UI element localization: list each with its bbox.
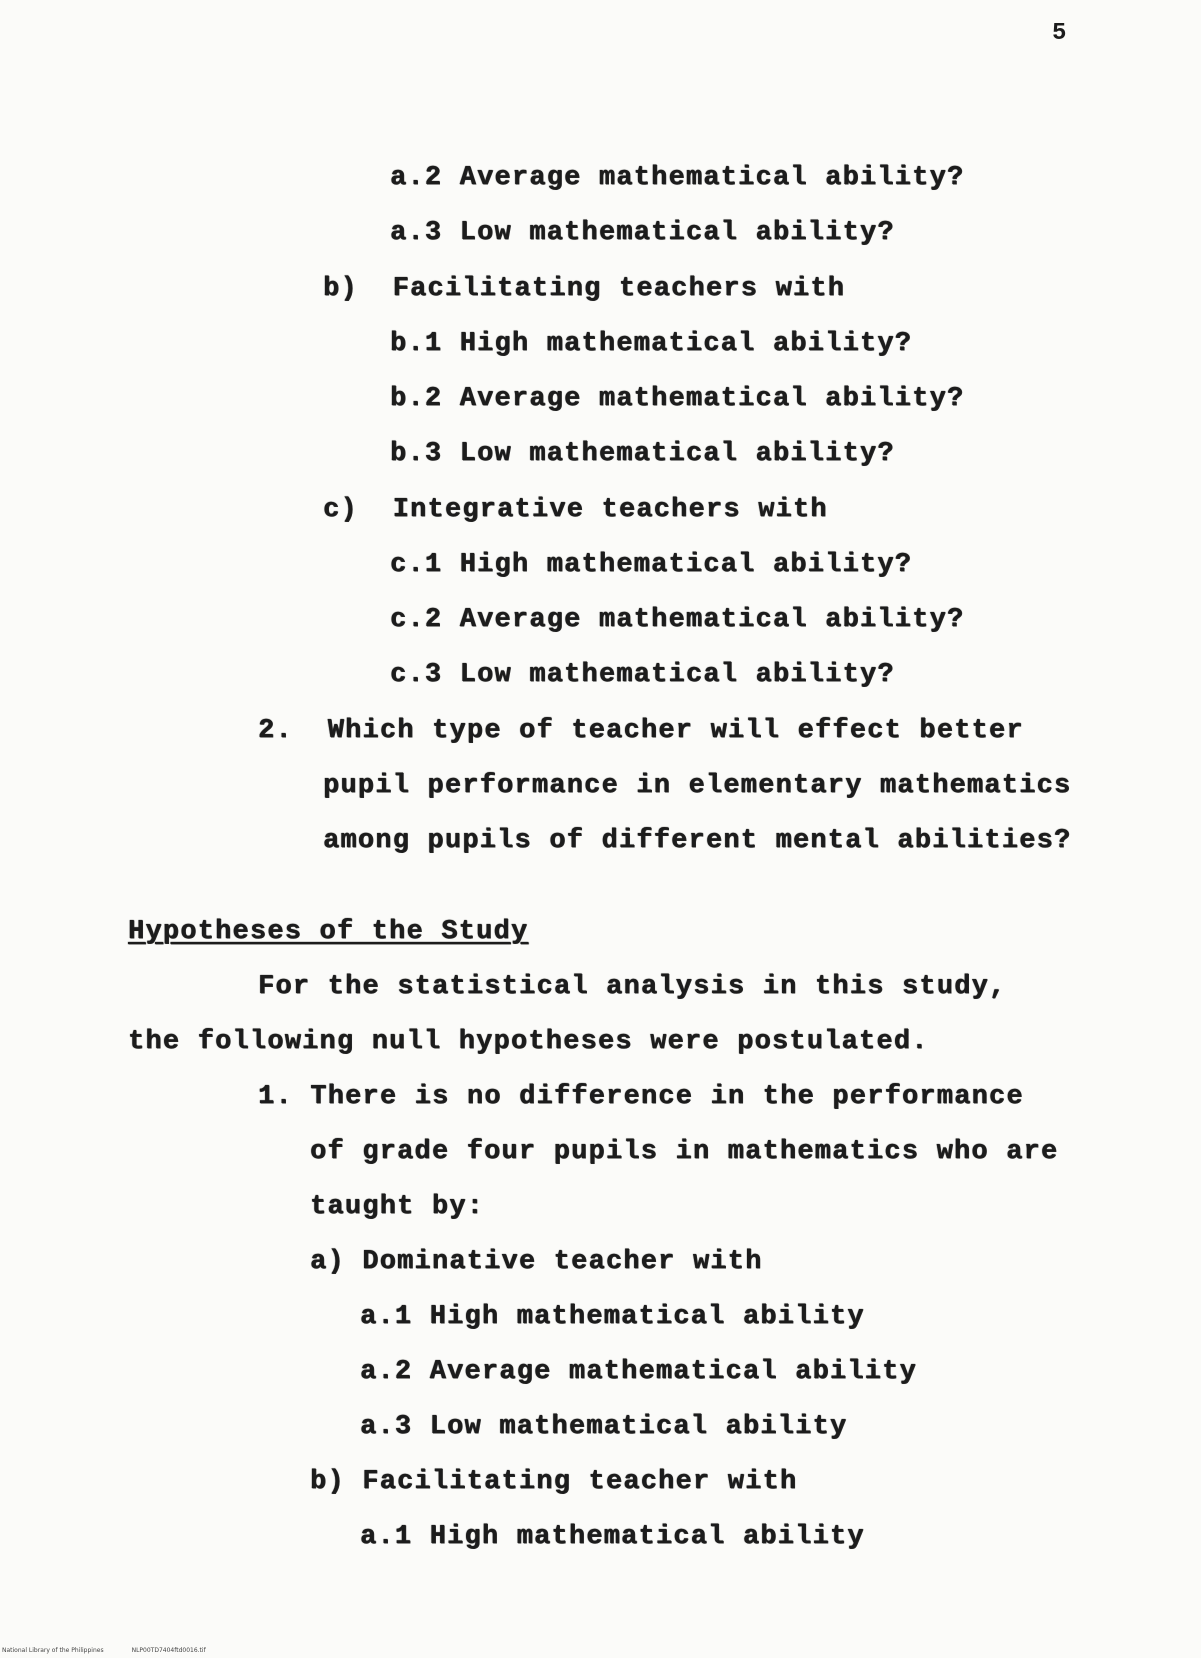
paragraph-line: among pupils of different mental abilities? [323,826,1072,856]
list-item: b.3 Low mathematical ability? [390,439,895,469]
list-item: c.2 Average mathematical ability? [390,605,965,635]
list-item: c.1 High mathematical ability? [390,550,913,580]
list-item: a) Dominative teacher with [310,1247,763,1277]
list-item: c) Integrative teachers with [323,495,828,525]
page-number: 5 [1052,20,1067,47]
list-item: b) Facilitating teacher with [310,1467,798,1497]
paragraph-line: taught by: [310,1192,485,1222]
list-item: b) Facilitating teachers with [323,274,846,304]
paragraph-line: of grade four pupils in mathematics who are [310,1137,1059,1167]
paragraph-line: the following null hypotheses were postulated. [128,1027,929,1057]
list-item: a.1 High mathematical ability [360,1302,865,1332]
paragraph-line: 2. Which type of teacher will effect better [258,716,1024,746]
paragraph-line: 1. There is no difference in the performance [258,1082,1024,1112]
list-item: a.3 Low mathematical ability [360,1412,848,1442]
list-item: b.2 Average mathematical ability? [390,384,965,414]
list-item: a.2 Average mathematical ability? [390,163,965,193]
footer-filename: NLP00TD7404ftd0016.tif [131,1647,206,1654]
list-item: c.3 Low mathematical ability? [390,660,895,690]
paragraph-line: pupil performance in elementary mathematics [323,771,1072,801]
footer-library: National Library of the Philippines [2,1647,104,1654]
paragraph-line: For the statistical analysis in this study, [258,972,1007,1002]
list-item: a.2 Average mathematical ability [360,1357,917,1387]
section-heading: Hypotheses of the Study [128,917,529,947]
list-item: a.3 Low mathematical ability? [390,218,895,248]
list-item: a.1 High mathematical ability [360,1522,865,1552]
scan-footer [2,1647,206,1654]
list-item: b.1 High mathematical ability? [390,329,913,359]
